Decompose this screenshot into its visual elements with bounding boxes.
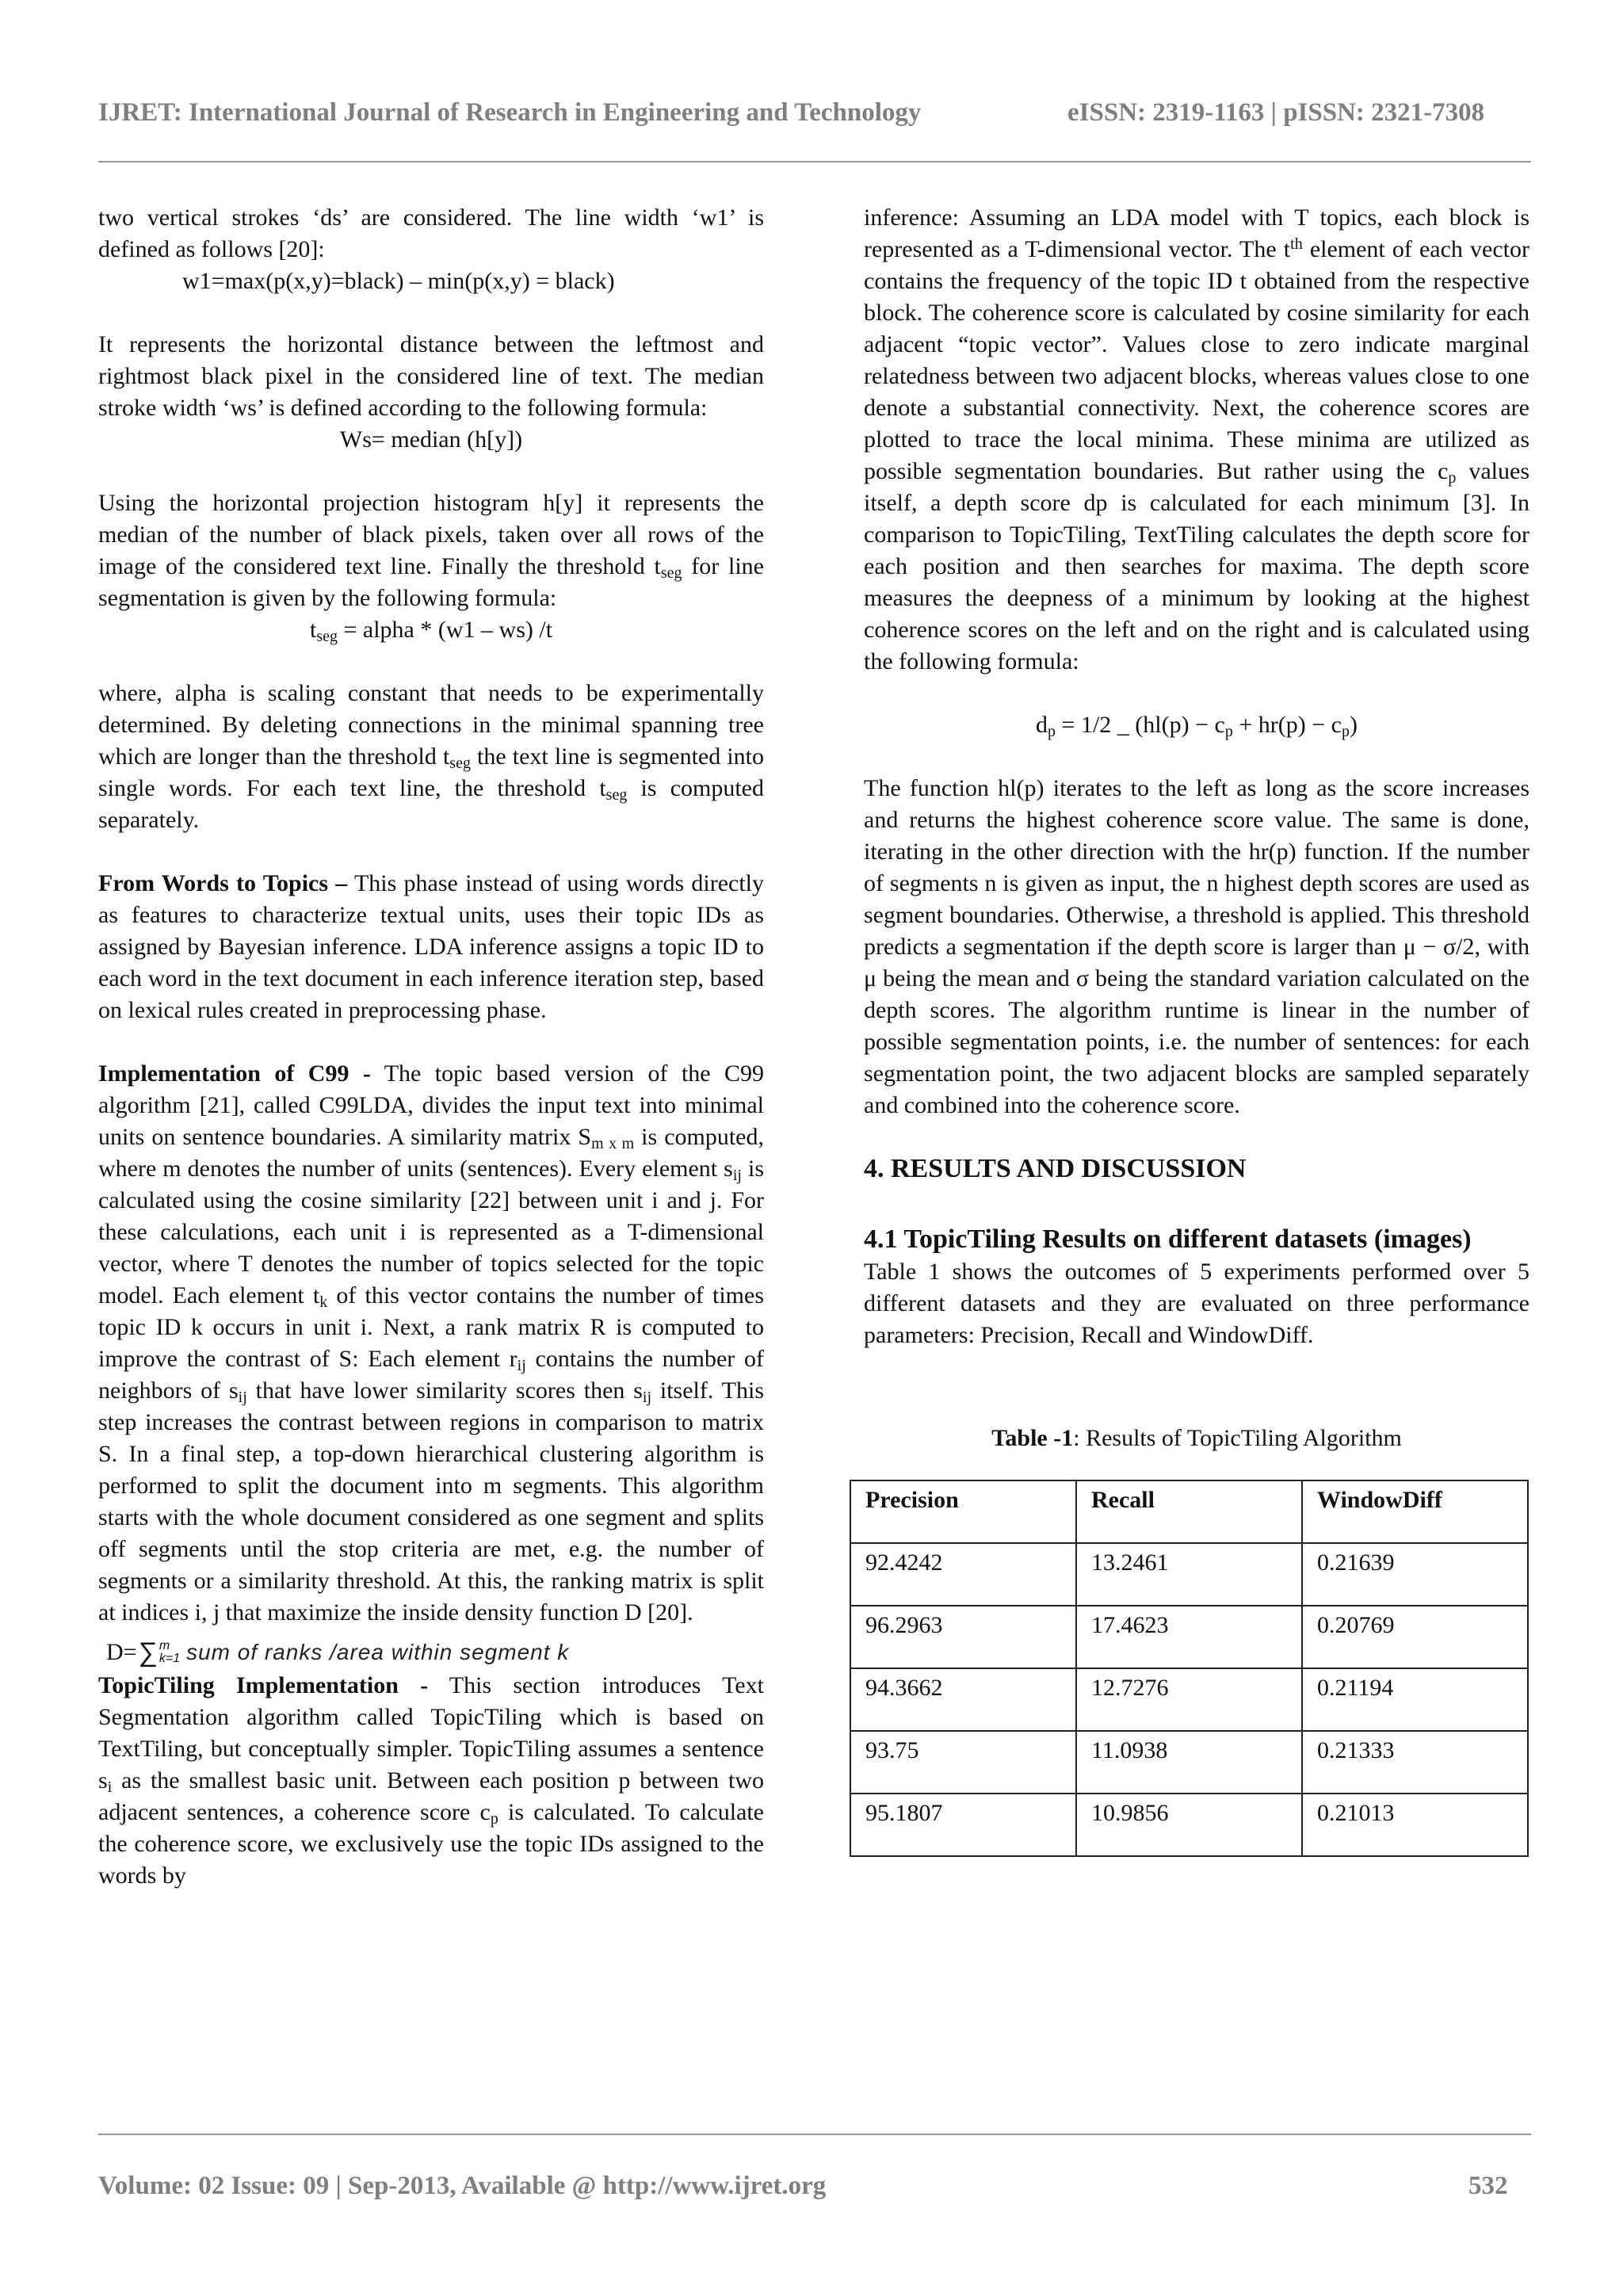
cell-windowdiff: 0.21194 [1302, 1668, 1528, 1731]
cell-precision: 94.3662 [850, 1668, 1076, 1731]
footer-rule [98, 2134, 1531, 2135]
section-heading-results: 4. RESULTS AND DISCUSSION [864, 1154, 1247, 1183]
table-row [850, 1794, 1528, 1856]
cell-windowdiff: 0.20769 [1302, 1606, 1528, 1668]
paragraph-topictiling-impl: TopicTiling Implementation - This section introduces Text Segmentation algorithm called TopicTiling which is based on TextTiling, but conceptually simpler. TopicTiling assumes a sentence $s_i$ as the smallest basic unit. Between each position p between two adjacent sentences, a coherence score $c_p$ is calculated. To calculate the coherence score, we exclusively use the topic IDs assigned to the words by [98, 1672, 764, 1889]
cell-windowdiff: 0.21013 [1302, 1794, 1528, 1856]
paragraph-c99: Implementation of C99 - The topic based version of the C99 algorithm [21], called C99LDA, divides the input text into minimal units on sentence boundaries. A similarity matrix $S_{m x m}$ is computed, where m denotes the number of units (sentences). Every element $s_{ij}$ is calculated using the cosine similarity [22] between unit i and j. For these calculations, each unit i is represented as a T-dimensional vector, where T denotes the number of topics selected for the topic model. Each element $t_k$ of this vector contains the number of times topic ID k occurs in unit i. Next, a rank matrix R is computed to improve the contrast of S: Each element $r_{ij}$ contains the number of neighbors of $s_{ij}$ that have lower similarity scores then $s_{ij}$ itself. This step increases the contrast between regions in comparison to matrix S. In a final step, a top-down hierarchical clustering algorithm is performed to split the document into m segments. This algorithm starts with the whole document considered as one segment and splits off segments until the stop criteria are met, e.g. the number of segments or a similarity threshold. At this, the ranking matrix is split at indices i, j that maximize the inside density function D [20]. [98, 1060, 765, 1626]
cell-recall: 17.4623 [1076, 1606, 1302, 1668]
formula-depth-score: $d_p = 1/2$ _ $(hl(p) - c_p + hr(p) - c_p)$ [1036, 712, 1358, 740]
paragraph-table-intro: Table 1 shows the outcomes of 5 experiments performed over 5 different datasets and they are evaluated on three performance parameters: Precision, Recall and WindowDiff. [864, 1259, 1529, 1348]
header-rule [98, 161, 1531, 162]
heading-topictiling: TopicTiling Implementation - [98, 1672, 429, 1698]
paragraph-line-width: two vertical strokes ‘ds’ are considered. The line width ‘w1’ is defined as follows [20]: [98, 204, 764, 262]
journal-header: IJRET: International Journal of Research in Engineering and Technology [98, 98, 922, 127]
paragraph-alpha-scaling: where, alpha is scaling constant that needs to be experimentally determined. By deleting connections in the minimal spanning tree which are longer than the threshold $t_{seg}$ the text line is segmented into single words. For each text line, the threshold $t_{seg}$ is computed separately. [98, 680, 764, 833]
paragraph-projection-histogram: Using the horizontal projection histogram h[y] it represents the median of the number of black pixels, taken over all rows of the image of the considered text line. Finally the threshold $t_{seg}$ for line segmentation is given by the following formula: [98, 490, 765, 611]
table-row [850, 1668, 1528, 1731]
left-column [98, 202, 764, 1892]
footer-volume: Volume: 02 Issue: 09 | Sep-2013, Available @ http://www.ijret.org [98, 2172, 827, 2200]
header-windowdiff: WindowDiff [1302, 1480, 1528, 1543]
cell-precision: 96.2963 [850, 1606, 1076, 1668]
cell-recall: 11.0938 [1076, 1731, 1302, 1794]
paragraph-words-to-topics: From Words to Topics – This phase instead of using words directly as features to characterize textual units, uses their topic IDs as assigned by Bayesian inference. LDA inference assigns a topic ID to each word in the text document in each inference iteration step, based on lexical rules created in preprocessing phase. [98, 870, 765, 1023]
header-precision: Precision [850, 1480, 1076, 1543]
cell-precision: 95.1807 [850, 1794, 1076, 1856]
table-header-row [850, 1480, 1528, 1543]
cell-recall: 10.9856 [1076, 1794, 1302, 1856]
results-table [850, 1480, 1529, 1857]
formula-tseg: $t_{seg}$ = alpha * (w1 – ws) /t [309, 617, 553, 645]
cell-recall: 13.2461 [1076, 1543, 1302, 1606]
cell-recall: 12.7276 [1076, 1668, 1302, 1731]
table-row [850, 1543, 1528, 1606]
formula-ws: Ws= median (h[y]) [339, 426, 523, 453]
paragraph-lda-inference: inference: Assuming an LDA model with T topics, each block is represented as a T-dimensional vector. The $t^{th}$ element of each vector contains the frequency of the topic ID t obtained from the respective block. The coherence score is calculated by cosine similarity for each adjacent “topic vector”. Values close to zero indicate marginal relatedness between two adjacent blocks, whereas values close to one denote a substantial connectivity. Next, the coherence scores are plotted to trace the local minima. These minima are utilized as possible segmentation boundaries. But rather using the $c_p$ values itself, a depth score dp is calculated for each minimum [3]. In comparison to TopicTiling, TextTiling calculates the depth score for each position and then searches for maxima. The depth score measures the deepness of a minimum by looking at the highest coherence scores on the left and on the right and is calculated using the following formula: [864, 204, 1530, 674]
table-caption: Table -1: Results of TopicTiling Algorithm [991, 1425, 1402, 1451]
heading-words-to-topics: From Words to Topics – [98, 870, 348, 896]
cell-windowdiff: 0.21639 [1302, 1543, 1528, 1606]
formula-w1: w1=max(p(x,y)=black) – min(p(x,y) = black) [182, 268, 615, 294]
paragraph-hl-function: The function hl(p) iterates to the left as long as the score increases and returns the highest coherence score value. The same is done, iterating in the other direction with the hr(p) function. If the number of segments n is given as input, the n highest depth scores are used as segment boundaries. Otherwise, a threshold is applied. This threshold predicts a segmentation if the depth score is larger than μ − σ/2, with μ being the mean and σ being the standard variation calculated on the depth scores. The algorithm runtime is linear in the number of possible segmentation points, i.e. the number of sentences: for each segmentation point, the two adjacent blocks are sampled separately and combined into the coherence score. [864, 775, 1529, 1118]
header-recall: Recall [1076, 1480, 1302, 1543]
heading-c99: Implementation of C99 - [98, 1060, 371, 1087]
table-row [850, 1731, 1528, 1794]
cell-windowdiff: 0.21333 [1302, 1731, 1528, 1794]
cell-precision: 92.4242 [850, 1543, 1076, 1606]
page-number: 532 [1468, 2172, 1508, 2200]
right-column [864, 202, 1529, 1857]
paragraph-horizontal-distance: It represents the horizontal distance between the leftmost and rightmost black pixel in the considered line of text. The median stroke width ‘ws’ is defined according to the following formula: [98, 331, 764, 421]
equation-density-d: D= ∑ m k=1 sum of ranks /area within segment k [106, 1637, 570, 1668]
subsection-heading-topictiling-results: 4.1 TopicTiling Results on different datasets (images) [864, 1224, 1472, 1254]
issn-header: eISSN: 2319-1163 | pISSN: 2321-7308 [1067, 98, 1485, 127]
table-row [850, 1606, 1528, 1668]
cell-precision: 93.75 [850, 1731, 1076, 1794]
